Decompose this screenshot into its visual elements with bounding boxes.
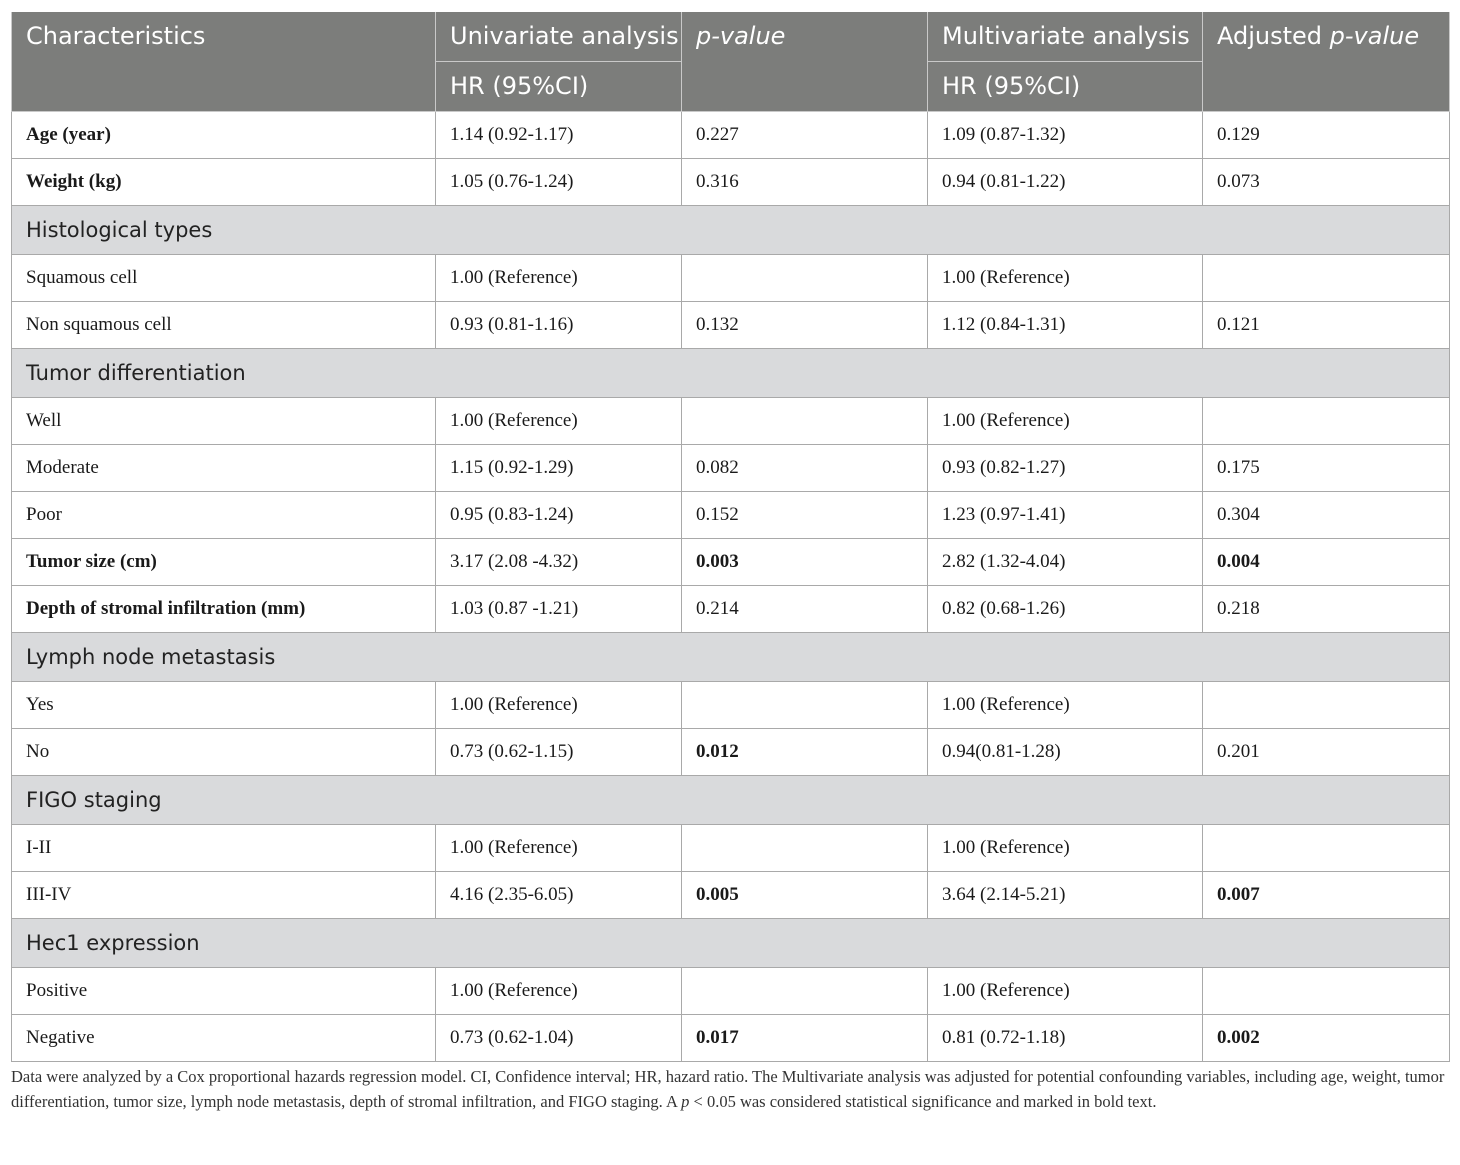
multivariate-hr-cell: 1.12 (0.84-1.31) [928,301,1203,348]
row-label: Positive [12,967,436,1014]
univariate-p-cell [682,397,928,444]
adjusted-p-cell [1203,254,1450,301]
univariate-p-cell [682,681,928,728]
header-multivariate: Multivariate analysis [928,12,1203,61]
section-row [12,205,1450,254]
multivariate-hr-cell: 0.93 (0.82-1.27) [928,444,1203,491]
multivariate-hr-cell: 0.82 (0.68-1.26) [928,585,1203,632]
row-label: III-IV [12,871,436,918]
multivariate-hr-cell: 0.81 (0.72-1.18) [928,1014,1203,1061]
section-row [12,775,1450,824]
footnote-part2: < 0.05 was considered statistical significance and marked in bold text. [689,1091,1157,1111]
table-row [12,397,1450,444]
multivariate-hr-cell: 1.00 (Reference) [928,681,1203,728]
table-row [12,158,1450,205]
cox-regression-table [11,12,1450,1062]
row-label: Well [12,397,436,444]
table-container [11,12,1449,1114]
multivariate-hr-cell: 1.23 (0.97-1.41) [928,491,1203,538]
adjusted-p-cell [1203,681,1450,728]
multivariate-hr-cell: 0.94 (0.81-1.22) [928,158,1203,205]
multivariate-hr-cell: 1.00 (Reference) [928,824,1203,871]
univariate-hr-cell: 0.73 (0.62-1.15) [436,728,682,775]
multivariate-hr-cell: 1.00 (Reference) [928,967,1203,1014]
table-footnote [11,1064,1449,1114]
univariate-p-cell [682,254,928,301]
univariate-p-cell: 0.227 [682,111,928,158]
multivariate-hr-cell: 1.00 (Reference) [928,397,1203,444]
univariate-hr-cell: 3.17 (2.08 -4.32) [436,538,682,585]
adjusted-p-cell: 0.007 [1203,871,1450,918]
header-adjusted-prefix: Adjusted [1217,22,1330,50]
univariate-hr-cell: 1.14 (0.92-1.17) [436,111,682,158]
table-row [12,728,1450,775]
section-label: Histological types [12,205,1450,254]
univariate-p-cell: 0.005 [682,871,928,918]
section-label: Lymph node metastasis [12,632,1450,681]
univariate-p-cell [682,824,928,871]
section-row [12,632,1450,681]
adjusted-p-cell [1203,397,1450,444]
adjusted-p-cell: 0.121 [1203,301,1450,348]
row-label: Tumor size (cm) [12,538,436,585]
univariate-hr-cell: 1.03 (0.87 -1.21) [436,585,682,632]
adjusted-p-cell: 0.175 [1203,444,1450,491]
table-row [12,111,1450,158]
header-adjusted-p-value [1203,12,1450,111]
univariate-p-cell [682,967,928,1014]
multivariate-hr-cell: 1.09 (0.87-1.32) [928,111,1203,158]
table-row [12,871,1450,918]
row-label: Poor [12,491,436,538]
univariate-p-cell: 0.152 [682,491,928,538]
table-body [12,111,1450,1061]
table-row [12,585,1450,632]
adjusted-p-cell: 0.004 [1203,538,1450,585]
table-header [12,12,1450,111]
row-label: No [12,728,436,775]
table-row [12,1014,1450,1061]
univariate-hr-cell: 0.93 (0.81-1.16) [436,301,682,348]
univariate-hr-cell: 1.00 (Reference) [436,824,682,871]
multivariate-hr-cell: 3.64 (2.14-5.21) [928,871,1203,918]
table-row [12,681,1450,728]
univariate-p-cell: 0.017 [682,1014,928,1061]
adjusted-p-cell: 0.002 [1203,1014,1450,1061]
adjusted-p-cell: 0.201 [1203,728,1450,775]
univariate-hr-cell: 1.05 (0.76-1.24) [436,158,682,205]
header-p-value-text: p-value [696,22,786,50]
row-label: Age (year) [12,111,436,158]
row-label: Non squamous cell [12,301,436,348]
row-label: Weight (kg) [12,158,436,205]
table-row [12,824,1450,871]
header-univariate: Univariate analysis [436,12,682,61]
row-label: Moderate [12,444,436,491]
univariate-p-cell: 0.132 [682,301,928,348]
table-row [12,538,1450,585]
adjusted-p-cell: 0.218 [1203,585,1450,632]
univariate-hr-cell: 0.73 (0.62-1.04) [436,1014,682,1061]
footnote-p-italic: p [681,1091,690,1111]
univariate-p-cell: 0.003 [682,538,928,585]
table-row [12,301,1450,348]
section-label: FIGO staging [12,775,1450,824]
adjusted-p-cell: 0.129 [1203,111,1450,158]
row-label: I-II [12,824,436,871]
adjusted-p-cell: 0.304 [1203,491,1450,538]
header-hr-multivariate: HR (95%CI) [928,61,1203,111]
univariate-hr-cell: 1.15 (0.92-1.29) [436,444,682,491]
univariate-p-cell: 0.316 [682,158,928,205]
table-row [12,254,1450,301]
adjusted-p-cell [1203,967,1450,1014]
header-characteristics: Characteristics [12,12,436,111]
row-label: Squamous cell [12,254,436,301]
table-row [12,967,1450,1014]
univariate-hr-cell: 4.16 (2.35-6.05) [436,871,682,918]
univariate-p-cell: 0.082 [682,444,928,491]
univariate-hr-cell: 0.95 (0.83-1.24) [436,491,682,538]
header-adjusted-italic: p-value [1329,22,1420,50]
row-label: Depth of stromal infiltration (mm) [12,585,436,632]
row-label: Negative [12,1014,436,1061]
univariate-hr-cell: 1.00 (Reference) [436,397,682,444]
table-row [12,444,1450,491]
footnote-part1: Data were analyzed by a Cox proportional hazards regression model. CI, Confidence interval; HR, hazard ratio. The Multivariate analysis was adjusted for potential confounding variables, including age, weight, tumor differentiation, tumor size, lymph node metastasis, depth of stromal infiltration, and FIGO staging. A [11,1066,1445,1111]
univariate-hr-cell: 1.00 (Reference) [436,681,682,728]
multivariate-hr-cell: 2.82 (1.32-4.04) [928,538,1203,585]
section-label: Hec1 expression [12,918,1450,967]
univariate-p-cell: 0.214 [682,585,928,632]
section-row [12,348,1450,397]
table-row [12,491,1450,538]
univariate-p-cell: 0.012 [682,728,928,775]
multivariate-hr-cell: 0.94(0.81-1.28) [928,728,1203,775]
header-p-value [682,12,928,111]
adjusted-p-cell [1203,824,1450,871]
multivariate-hr-cell: 1.00 (Reference) [928,254,1203,301]
header-hr-univariate: HR (95%CI) [436,61,682,111]
univariate-hr-cell: 1.00 (Reference) [436,967,682,1014]
section-row [12,918,1450,967]
adjusted-p-cell: 0.073 [1203,158,1450,205]
section-label: Tumor differentiation [12,348,1450,397]
row-label: Yes [12,681,436,728]
univariate-hr-cell: 1.00 (Reference) [436,254,682,301]
